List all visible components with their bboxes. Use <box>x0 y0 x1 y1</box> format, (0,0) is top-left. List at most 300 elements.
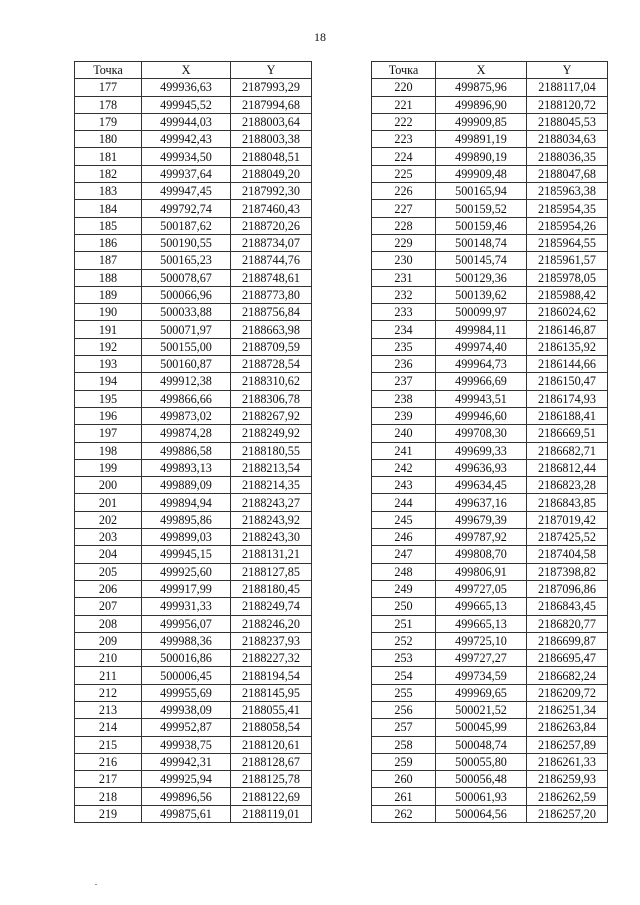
table-row <box>372 598 608 615</box>
point-cell: 179 <box>75 113 142 130</box>
table-row <box>75 667 312 684</box>
y-cell: 2188744,76 <box>231 252 312 269</box>
table-row <box>372 338 608 355</box>
y-cell: 2188049,20 <box>231 165 312 182</box>
point-cell: 181 <box>75 148 142 165</box>
table-row <box>372 131 608 148</box>
table-row <box>75 425 312 442</box>
table-row <box>75 529 312 546</box>
y-cell: 2187994,68 <box>231 96 312 113</box>
x-cell: 500061,93 <box>436 788 527 805</box>
x-cell: 500187,62 <box>142 217 231 234</box>
point-cell: 194 <box>75 373 142 390</box>
x-cell: 499899,03 <box>142 529 231 546</box>
point-cell: 188 <box>75 269 142 286</box>
point-cell: 177 <box>75 79 142 96</box>
y-cell: 2188734,07 <box>231 234 312 251</box>
table-row <box>372 442 608 459</box>
table-row <box>75 165 312 182</box>
y-cell: 2188748,61 <box>231 269 312 286</box>
point-cell: 201 <box>75 494 142 511</box>
x-cell: 499896,90 <box>436 96 527 113</box>
x-cell: 499969,65 <box>436 684 527 701</box>
point-cell: 233 <box>372 304 436 321</box>
point-cell: 226 <box>372 183 436 200</box>
point-cell: 190 <box>75 304 142 321</box>
y-cell: 2186259,93 <box>527 771 608 788</box>
x-cell: 499634,45 <box>436 477 527 494</box>
x-cell: 499952,87 <box>142 719 231 736</box>
point-cell: 209 <box>75 632 142 649</box>
point-cell: 258 <box>372 736 436 753</box>
y-cell: 2188709,59 <box>231 338 312 355</box>
x-cell: 499808,70 <box>436 546 527 563</box>
y-cell: 2186682,24 <box>527 667 608 684</box>
point-cell: 236 <box>372 356 436 373</box>
point-cell: 222 <box>372 113 436 130</box>
point-cell: 253 <box>372 650 436 667</box>
table-row <box>75 183 312 200</box>
table-row <box>372 148 608 165</box>
point-cell: 262 <box>372 805 436 822</box>
table-row <box>372 200 608 217</box>
x-cell: 500165,23 <box>142 252 231 269</box>
x-cell: 499909,48 <box>436 165 527 182</box>
table-row <box>75 511 312 528</box>
table-row <box>372 234 608 251</box>
table-row <box>372 96 608 113</box>
table-row <box>372 736 608 753</box>
point-cell: 189 <box>75 286 142 303</box>
x-cell: 499945,52 <box>142 96 231 113</box>
table-row <box>372 407 608 424</box>
y-cell: 2188243,92 <box>231 511 312 528</box>
y-cell: 2188045,53 <box>527 113 608 130</box>
table-row <box>372 252 608 269</box>
y-cell: 2188306,78 <box>231 390 312 407</box>
y-cell: 2187425,52 <box>527 529 608 546</box>
table-row <box>75 390 312 407</box>
y-cell: 2186695,47 <box>527 650 608 667</box>
table-row <box>75 252 312 269</box>
point-cell: 217 <box>75 771 142 788</box>
header-y: Y <box>527 62 608 79</box>
y-cell: 2188180,55 <box>231 442 312 459</box>
page-number: 18 <box>314 30 326 44</box>
table-row <box>372 684 608 701</box>
scan-speck <box>95 884 97 885</box>
point-cell: 249 <box>372 580 436 597</box>
point-cell: 234 <box>372 321 436 338</box>
table-row <box>75 563 312 580</box>
y-cell: 2188055,41 <box>231 701 312 718</box>
x-cell: 500129,36 <box>436 269 527 286</box>
x-cell: 499886,58 <box>142 442 231 459</box>
x-cell: 499942,31 <box>142 753 231 770</box>
y-cell: 2186699,87 <box>527 632 608 649</box>
table-body-left <box>75 79 312 823</box>
point-cell: 178 <box>75 96 142 113</box>
y-cell: 2186209,72 <box>527 684 608 701</box>
table-row <box>372 788 608 805</box>
point-cell: 214 <box>75 719 142 736</box>
header-y: Y <box>231 62 312 79</box>
x-cell: 500016,86 <box>142 650 231 667</box>
y-cell: 2188117,04 <box>527 79 608 96</box>
y-cell: 2186146,87 <box>527 321 608 338</box>
x-cell: 499955,69 <box>142 684 231 701</box>
x-cell: 499937,64 <box>142 165 231 182</box>
y-cell: 2188125,78 <box>231 771 312 788</box>
x-cell: 500145,74 <box>436 252 527 269</box>
y-cell: 2188122,69 <box>231 788 312 805</box>
x-cell: 500078,67 <box>142 269 231 286</box>
x-cell: 500148,74 <box>436 234 527 251</box>
point-cell: 192 <box>75 338 142 355</box>
point-cell: 240 <box>372 425 436 442</box>
table-row <box>75 200 312 217</box>
x-cell: 500159,52 <box>436 200 527 217</box>
y-cell: 2187992,30 <box>231 183 312 200</box>
point-cell: 230 <box>372 252 436 269</box>
table-row <box>75 736 312 753</box>
y-cell: 2188127,85 <box>231 563 312 580</box>
y-cell: 2188131,21 <box>231 546 312 563</box>
table-row <box>372 632 608 649</box>
table-row <box>75 234 312 251</box>
y-cell: 2188249,74 <box>231 598 312 615</box>
x-cell: 499866,66 <box>142 390 231 407</box>
y-cell: 2187398,82 <box>527 563 608 580</box>
y-cell: 2188036,35 <box>527 148 608 165</box>
table-row <box>75 269 312 286</box>
table-row <box>372 477 608 494</box>
table-row <box>372 113 608 130</box>
point-cell: 225 <box>372 165 436 182</box>
y-cell: 2188003,64 <box>231 113 312 130</box>
point-cell: 247 <box>372 546 436 563</box>
point-cell: 252 <box>372 632 436 649</box>
point-cell: 187 <box>75 252 142 269</box>
y-cell: 2186135,92 <box>527 338 608 355</box>
point-cell: 232 <box>372 286 436 303</box>
x-cell: 500155,00 <box>142 338 231 355</box>
y-cell: 2188128,67 <box>231 753 312 770</box>
y-cell: 2185964,55 <box>527 234 608 251</box>
point-cell: 259 <box>372 753 436 770</box>
y-cell: 2188249,92 <box>231 425 312 442</box>
y-cell: 2187404,58 <box>527 546 608 563</box>
point-cell: 260 <box>372 771 436 788</box>
point-cell: 228 <box>372 217 436 234</box>
x-cell: 499679,39 <box>436 511 527 528</box>
point-cell: 207 <box>75 598 142 615</box>
point-cell: 203 <box>75 529 142 546</box>
table-row <box>75 442 312 459</box>
table-row <box>75 701 312 718</box>
x-cell: 499874,28 <box>142 425 231 442</box>
point-cell: 216 <box>75 753 142 770</box>
point-cell: 255 <box>372 684 436 701</box>
point-cell: 211 <box>75 667 142 684</box>
x-cell: 499944,03 <box>142 113 231 130</box>
coordinates-table-left <box>74 61 312 823</box>
x-cell: 500071,97 <box>142 321 231 338</box>
table-row <box>75 217 312 234</box>
x-cell: 499925,94 <box>142 771 231 788</box>
y-cell: 2185988,42 <box>527 286 608 303</box>
y-cell: 2185963,38 <box>527 183 608 200</box>
table-row <box>372 217 608 234</box>
point-cell: 251 <box>372 615 436 632</box>
x-cell: 499931,33 <box>142 598 231 615</box>
point-cell: 184 <box>75 200 142 217</box>
y-cell: 2186144,66 <box>527 356 608 373</box>
y-cell: 2188047,68 <box>527 165 608 182</box>
x-cell: 499988,36 <box>142 632 231 649</box>
x-cell: 499893,13 <box>142 459 231 476</box>
point-cell: 224 <box>372 148 436 165</box>
point-cell: 242 <box>372 459 436 476</box>
x-cell: 500055,80 <box>436 753 527 770</box>
x-cell: 500048,74 <box>436 736 527 753</box>
y-cell: 2188663,98 <box>231 321 312 338</box>
y-cell: 2188756,84 <box>231 304 312 321</box>
point-cell: 254 <box>372 667 436 684</box>
point-cell: 206 <box>75 580 142 597</box>
header-x: X <box>436 62 527 79</box>
y-cell: 2188058,54 <box>231 719 312 736</box>
table-row <box>372 390 608 407</box>
x-cell: 499787,92 <box>436 529 527 546</box>
table-row <box>372 701 608 718</box>
table-row <box>372 546 608 563</box>
table-row <box>372 650 608 667</box>
x-cell: 499894,94 <box>142 494 231 511</box>
table-row <box>372 771 608 788</box>
point-cell: 182 <box>75 165 142 182</box>
table-row <box>75 771 312 788</box>
point-cell: 239 <box>372 407 436 424</box>
point-cell: 218 <box>75 788 142 805</box>
table-row <box>75 131 312 148</box>
table-row <box>372 356 608 373</box>
x-cell: 499875,96 <box>436 79 527 96</box>
point-cell: 191 <box>75 321 142 338</box>
point-cell: 256 <box>372 701 436 718</box>
x-cell: 499891,19 <box>436 131 527 148</box>
y-cell: 2186843,45 <box>527 598 608 615</box>
table-row <box>75 148 312 165</box>
point-cell: 257 <box>372 719 436 736</box>
y-cell: 2186820,77 <box>527 615 608 632</box>
x-cell: 499912,38 <box>142 373 231 390</box>
point-cell: 200 <box>75 477 142 494</box>
x-cell: 500033,88 <box>142 304 231 321</box>
table-row <box>372 373 608 390</box>
x-cell: 499974,40 <box>436 338 527 355</box>
x-cell: 500159,46 <box>436 217 527 234</box>
table-row <box>372 165 608 182</box>
point-cell: 243 <box>372 477 436 494</box>
x-cell: 500099,97 <box>436 304 527 321</box>
x-cell: 499873,02 <box>142 407 231 424</box>
y-cell: 2188310,62 <box>231 373 312 390</box>
table-row <box>372 269 608 286</box>
x-cell: 499956,07 <box>142 615 231 632</box>
point-cell: 246 <box>372 529 436 546</box>
y-cell: 2188120,61 <box>231 736 312 753</box>
table-row <box>75 407 312 424</box>
point-cell: 237 <box>372 373 436 390</box>
x-cell: 499727,05 <box>436 580 527 597</box>
point-cell: 241 <box>372 442 436 459</box>
point-cell: 193 <box>75 356 142 373</box>
x-cell: 500045,99 <box>436 719 527 736</box>
table-row <box>75 113 312 130</box>
x-cell: 500021,52 <box>436 701 527 718</box>
table-row <box>75 580 312 597</box>
table-body-right <box>372 79 608 823</box>
x-cell: 499947,45 <box>142 183 231 200</box>
y-cell: 2187096,86 <box>527 580 608 597</box>
point-cell: 229 <box>372 234 436 251</box>
x-cell: 499889,09 <box>142 477 231 494</box>
y-cell: 2188728,54 <box>231 356 312 373</box>
y-cell: 2188773,80 <box>231 286 312 303</box>
x-cell: 500064,56 <box>436 805 527 822</box>
y-cell: 2186669,51 <box>527 425 608 442</box>
x-cell: 499909,85 <box>436 113 527 130</box>
point-cell: 199 <box>75 459 142 476</box>
y-cell: 2186150,47 <box>527 373 608 390</box>
table-row <box>372 753 608 770</box>
table-row <box>75 598 312 615</box>
table-row <box>372 183 608 200</box>
y-cell: 2186262,59 <box>527 788 608 805</box>
point-cell: 210 <box>75 650 142 667</box>
table-row <box>372 459 608 476</box>
table-row <box>75 753 312 770</box>
point-cell: 231 <box>372 269 436 286</box>
y-cell: 2188194,54 <box>231 667 312 684</box>
y-cell: 2185961,57 <box>527 252 608 269</box>
x-cell: 499934,50 <box>142 148 231 165</box>
y-cell: 2186257,89 <box>527 736 608 753</box>
x-cell: 499725,10 <box>436 632 527 649</box>
y-cell: 2186812,44 <box>527 459 608 476</box>
y-cell: 2188214,35 <box>231 477 312 494</box>
table-row <box>75 615 312 632</box>
y-cell: 2188213,54 <box>231 459 312 476</box>
y-cell: 2188048,51 <box>231 148 312 165</box>
y-cell: 2186682,71 <box>527 442 608 459</box>
x-cell: 500160,87 <box>142 356 231 373</box>
y-cell: 2187019,42 <box>527 511 608 528</box>
point-cell: 223 <box>372 131 436 148</box>
table-row <box>75 79 312 96</box>
point-cell: 195 <box>75 390 142 407</box>
table-row <box>372 667 608 684</box>
x-cell: 499636,93 <box>436 459 527 476</box>
y-cell: 2186024,62 <box>527 304 608 321</box>
x-cell: 499708,30 <box>436 425 527 442</box>
point-cell: 205 <box>75 563 142 580</box>
table-row <box>372 563 608 580</box>
point-cell: 185 <box>75 217 142 234</box>
table-row <box>372 615 608 632</box>
point-cell: 212 <box>75 684 142 701</box>
x-cell: 499699,33 <box>436 442 527 459</box>
y-cell: 2188120,72 <box>527 96 608 113</box>
y-cell: 2188034,63 <box>527 131 608 148</box>
x-cell: 499945,15 <box>142 546 231 563</box>
y-cell: 2188720,26 <box>231 217 312 234</box>
table-row <box>75 684 312 701</box>
x-cell: 499938,75 <box>142 736 231 753</box>
y-cell: 2188246,20 <box>231 615 312 632</box>
table-row <box>75 788 312 805</box>
y-cell: 2187993,29 <box>231 79 312 96</box>
y-cell: 2188267,92 <box>231 407 312 424</box>
x-cell: 499734,59 <box>436 667 527 684</box>
y-cell: 2186257,20 <box>527 805 608 822</box>
y-cell: 2188119,01 <box>231 805 312 822</box>
x-cell: 499966,69 <box>436 373 527 390</box>
table-row <box>75 356 312 373</box>
x-cell: 499665,13 <box>436 598 527 615</box>
point-cell: 248 <box>372 563 436 580</box>
point-cell: 186 <box>75 234 142 251</box>
table-row <box>75 96 312 113</box>
point-cell: 261 <box>372 788 436 805</box>
y-cell: 2185978,05 <box>527 269 608 286</box>
y-cell: 2185954,35 <box>527 200 608 217</box>
table-row <box>372 321 608 338</box>
x-cell: 499943,51 <box>436 390 527 407</box>
header-point: Точка <box>75 62 142 79</box>
y-cell: 2187460,43 <box>231 200 312 217</box>
point-cell: 244 <box>372 494 436 511</box>
table-row <box>372 494 608 511</box>
table-row <box>75 494 312 511</box>
y-cell: 2188243,30 <box>231 529 312 546</box>
coordinates-table-right <box>371 61 608 823</box>
x-cell: 499936,63 <box>142 79 231 96</box>
point-cell: 235 <box>372 338 436 355</box>
table-row <box>372 286 608 303</box>
table-row <box>372 79 608 96</box>
y-cell: 2186843,85 <box>527 494 608 511</box>
point-cell: 215 <box>75 736 142 753</box>
point-cell: 245 <box>372 511 436 528</box>
y-cell: 2188003,38 <box>231 131 312 148</box>
x-cell: 499896,56 <box>142 788 231 805</box>
x-cell: 499792,74 <box>142 200 231 217</box>
x-cell: 499964,73 <box>436 356 527 373</box>
x-cell: 499806,91 <box>436 563 527 580</box>
x-cell: 499946,60 <box>436 407 527 424</box>
point-cell: 204 <box>75 546 142 563</box>
x-cell: 500006,45 <box>142 667 231 684</box>
x-cell: 499665,13 <box>436 615 527 632</box>
y-cell: 2186261,33 <box>527 753 608 770</box>
point-cell: 227 <box>372 200 436 217</box>
header-point: Точка <box>372 62 436 79</box>
x-cell: 499917,99 <box>142 580 231 597</box>
table-row <box>75 546 312 563</box>
table-row <box>75 805 312 822</box>
